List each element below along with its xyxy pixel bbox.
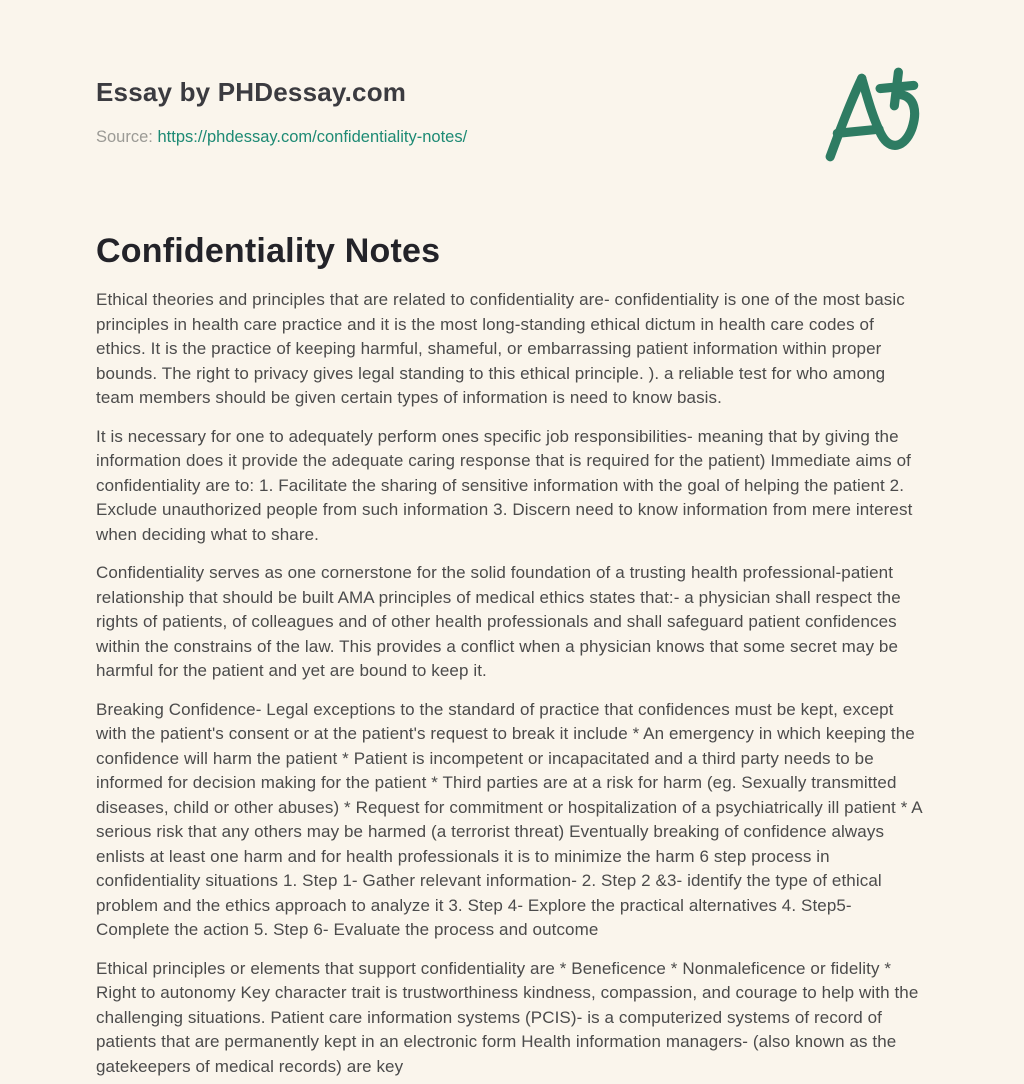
paragraph: It is necessary for one to adequately perform ones specific job responsibilities- meaning that by giving the information does it provide the adequate caring response that is required for the patient) Immediate aims of confidentiality are to: 1. Facilitate the sharing of sensitive information with the goal of helping the patient 2. Exclude unauthorized people from such information 3. Discern need to know information from mere interest when deciding what to share. <box>96 426 913 544</box>
a-plus-logo-icon <box>820 62 932 170</box>
site-title: Essay by PHDessay.com <box>96 77 407 107</box>
paragraph: Confidentiality serves as one cornerstone for the solid foundation of a trusting health professional-patient relationship that should be built AMA principles of medical ethics states that:- a physician shall respect the rights of patients, of colleagues and of other health professionals and shall safeguard patient confidences within the constrains of the law. This provides a conflict when a physician knows that some secret may be harmful for the patient and yet are bound to keep it. <box>96 563 901 681</box>
source-link[interactable]: https://phdessay.com/confidentiality-notes/ <box>157 127 468 146</box>
paragraph: Breaking Confidence- Legal exceptions to the standard of practice that confidences must be kept, except with the patient's consent or at the patient's request to break it include * An emergency in which keeping the confidence will harm the patient * Patient is incompetent or incapacitated and a third party needs to be informed for decision making for the patient * Third parties are at a risk for harm (eg. Sexually transmitted diseases, child or other abuses) * Request for commitment or hospitalization of a psychiatrically ill patient * A serious risk that any others may be harmed (a terrorist threat) Eventually breaking of confidence always enlists at least one harm and for health professionals it is to minimize the harm 6 step process in confidentiality situations 1. Step 1- Gather relevant information- 2. Step 2 &3- identify the type of ethical problem and the ethics approach to analyze it 3. Step 4- Explore the practical alternatives 4. Step5- Complete the action 5. Step 6- Evaluate the process and outcome <box>96 699 922 940</box>
article-title: Confidentiality Notes <box>96 231 441 270</box>
source-label: Source: <box>96 127 153 146</box>
article-body <box>96 288 928 1079</box>
paragraph: Ethical principles or elements that support confidentiality are * Beneficence * Nonmaleficence or fidelity * Right to autonomy Key character trait is trustworthiness kindness, compassion, and courage to help with the challenging situations. Patient care information systems (PCIS)- is a computerized systems of record of patients that are permanently kept in an electronic form Health information managers- (also known as the gatekeepers of medical records) are key <box>96 958 919 1076</box>
source-line <box>96 125 928 149</box>
doc-header <box>96 76 928 149</box>
paragraph: Ethical theories and principles that are related to confidentiality are- confidentiality is one of the most basic principles in health care practice and it is the most long-standing ethical dictum in health care codes of ethics. It is the practice of keeping harmful, shameful, or embarrassing patient information within proper bounds. The right to privacy gives legal standing to this ethical principle. ). a reliable test for who among team members should be given certain types of information is need to know basis. <box>96 290 905 408</box>
